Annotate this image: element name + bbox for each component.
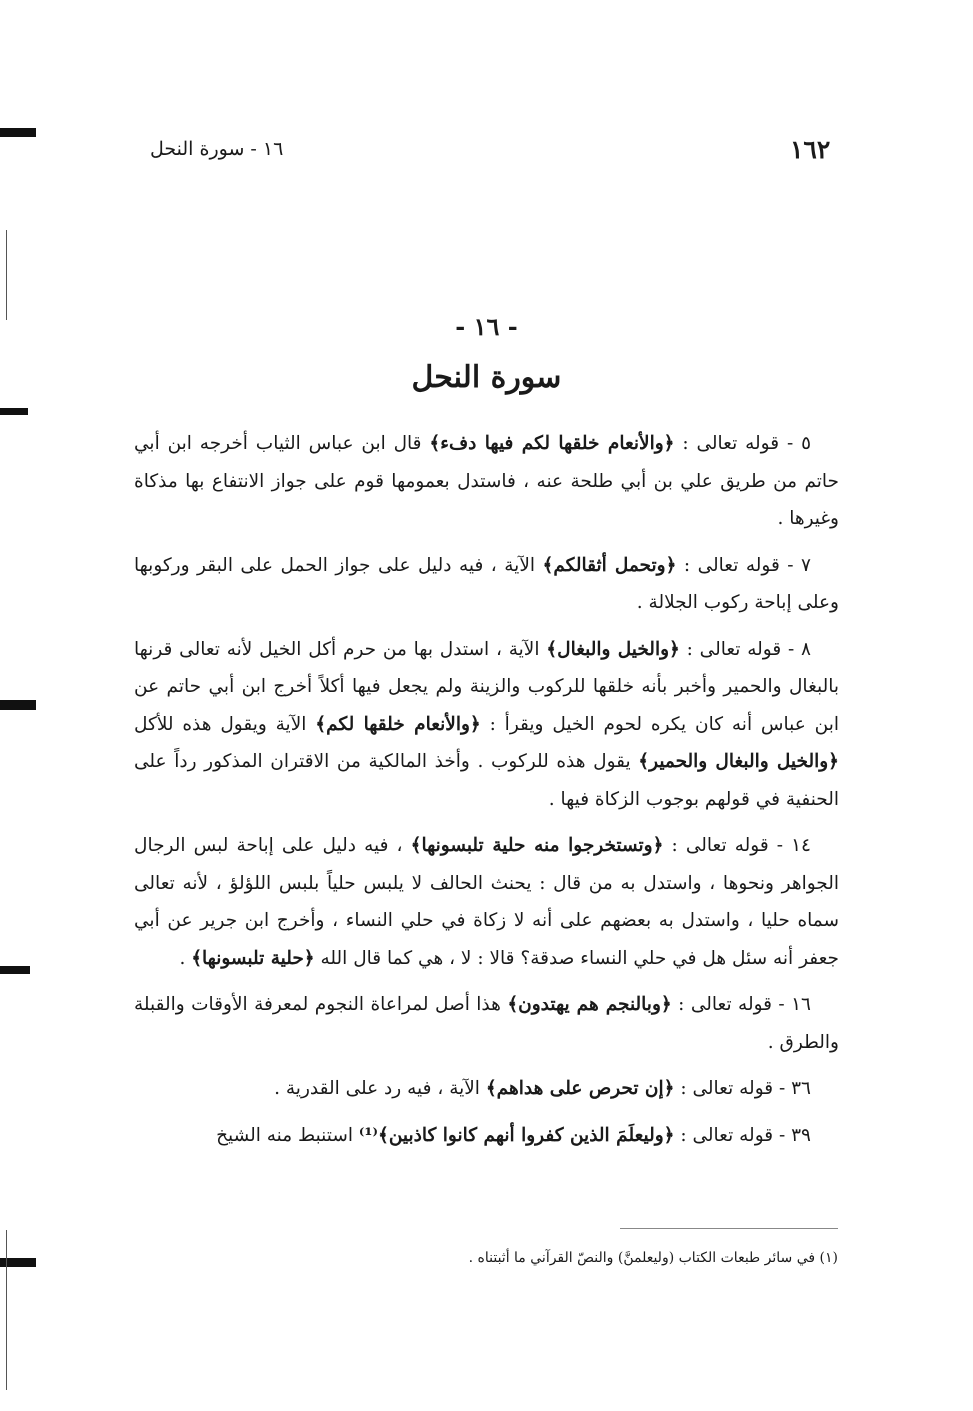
paragraph-prefix: ١٦ - قوله تعالى :: [671, 994, 811, 1015]
footnote: (١) في سائر طبعات الكتاب (وليعلمنَّ) والنصّ القرآني ما أثبتناه .: [468, 1250, 838, 1266]
quran-verse: ﴿والأنعام خلقها لكم فيها دفء﴾: [429, 433, 675, 454]
quran-verse: ﴿والأنعام خلقها لكم﴾: [315, 713, 481, 735]
running-title: ١٦ - سورة النحل: [150, 138, 284, 160]
paragraph-text: الآية ، فيه رد على القدرية .: [274, 1078, 486, 1099]
scan-edge-mark: [0, 966, 30, 974]
quran-verse: ﴿وتحمل أثقالكم﴾: [542, 554, 677, 576]
paragraph-text: يقول هذه للركوب . وأخذ المالكية من الاقتران المذكور رداً على الحنفية في قولهم بوجوب الزكاة فيها .: [134, 751, 839, 810]
paragraph-prefix: ٥ - قوله تعالى :: [674, 433, 811, 454]
quran-verse: ﴿والخيل والبغال والحمير﴾: [638, 751, 839, 772]
quran-verse: ﴿وليعلَمَ الذين كفروا أنهم كانوا كاذبين﴾⁽¹⁾: [358, 1124, 675, 1146]
page-number: ١٦٢: [790, 135, 831, 164]
quran-verse: ﴿إن تحرص على هداهم﴾: [485, 1078, 675, 1099]
paragraph-prefix: ٨ - قوله تعالى :: [679, 638, 811, 660]
paragraph-text: هذا أصل لمراعاة النجوم لمعرفة الأوقات والقبلة والطرق .: [134, 994, 839, 1053]
paragraph-prefix: ١٤ - قوله تعالى :: [663, 835, 811, 856]
paragraph-verse-8: [134, 631, 839, 819]
paragraph-text: .: [179, 947, 192, 969]
chapter-number: - ١٦ -: [455, 312, 518, 341]
quran-verse: ﴿حلية تلبسونها﴾: [191, 947, 315, 969]
paragraph-prefix: ٣٦ - قوله تعالى :: [674, 1078, 811, 1099]
paragraph-verse-14: [134, 827, 839, 977]
scan-edge-mark: [0, 408, 28, 415]
paragraph-verse-36: [134, 1070, 839, 1108]
chapter-title: سورة النحل: [411, 360, 562, 395]
footnote-divider: [620, 1228, 838, 1229]
paragraph-text: قال ابن عباس الثياب أخرجه ابن أبي حاتم من طريق علي بن أبي طلحة عنه ، فاستدل بعمومها قوم على جواز الانتفاع بها مذكاة وغيرها .: [134, 433, 839, 529]
scan-edge-mark: [0, 128, 36, 137]
scan-edge-line: [6, 1230, 7, 1390]
paragraph-verse-7: [134, 547, 839, 622]
scan-edge-mark: [0, 700, 36, 710]
paragraph-prefix: ٣٩ - قوله تعالى :: [674, 1124, 811, 1146]
paragraph-text: الآية ويقول هذه للأكل: [134, 713, 316, 735]
quran-verse: ﴿والخيل والبغال﴾: [546, 638, 680, 660]
paragraph-prefix: ٧ - قوله تعالى :: [676, 554, 811, 576]
quran-verse: ﴿وبالنجم هم يهتدون﴾: [507, 994, 672, 1015]
paragraph-text: الآية ، استدل بها من حرم أكل الخيل لأنه تعالى قرنها بالبغال والحمير وأخبر بأنه خلقها للركوب والزينة ولم يجعل فيها أكلاً أخرج ابن أبي حاتم عن ابن عباس أنه كان يكره لحوم الخيل ويقرأ :: [134, 638, 839, 735]
quran-verse: ﴿وتستخرجوا منه حلية تلبسونها﴾: [410, 835, 664, 856]
body-text: [134, 425, 839, 1163]
paragraph-text: استنبط منه الشيخ: [216, 1124, 359, 1146]
paragraph-text: ، فيه دليل على إباحة لبس الرجال الجواهر ونحوها ، واستدل به من قال : يحنث الحالف لا يلبس حلياً بلبس اللؤلؤ ، لأنه تعالى سماه حليا ، واستدل به بعضهم على أنه لا زكاة في حلي النساء ، وأخرج ابن جرير عن أبي جعفر أنه سئل هل في حلي النساء صدقة؟ قالا : لا ، هي كما قال الله: [134, 835, 839, 969]
paragraph-verse-5: [134, 425, 839, 538]
paragraph-text: الآية ، فيه دليل على جواز الحمل على البقر وركوبها وعلى إباحة ركوب الجلالة .: [134, 554, 839, 613]
paragraph-verse-16: [134, 986, 839, 1061]
scan-edge-line: [6, 230, 7, 320]
paragraph-verse-39: [134, 1117, 839, 1155]
